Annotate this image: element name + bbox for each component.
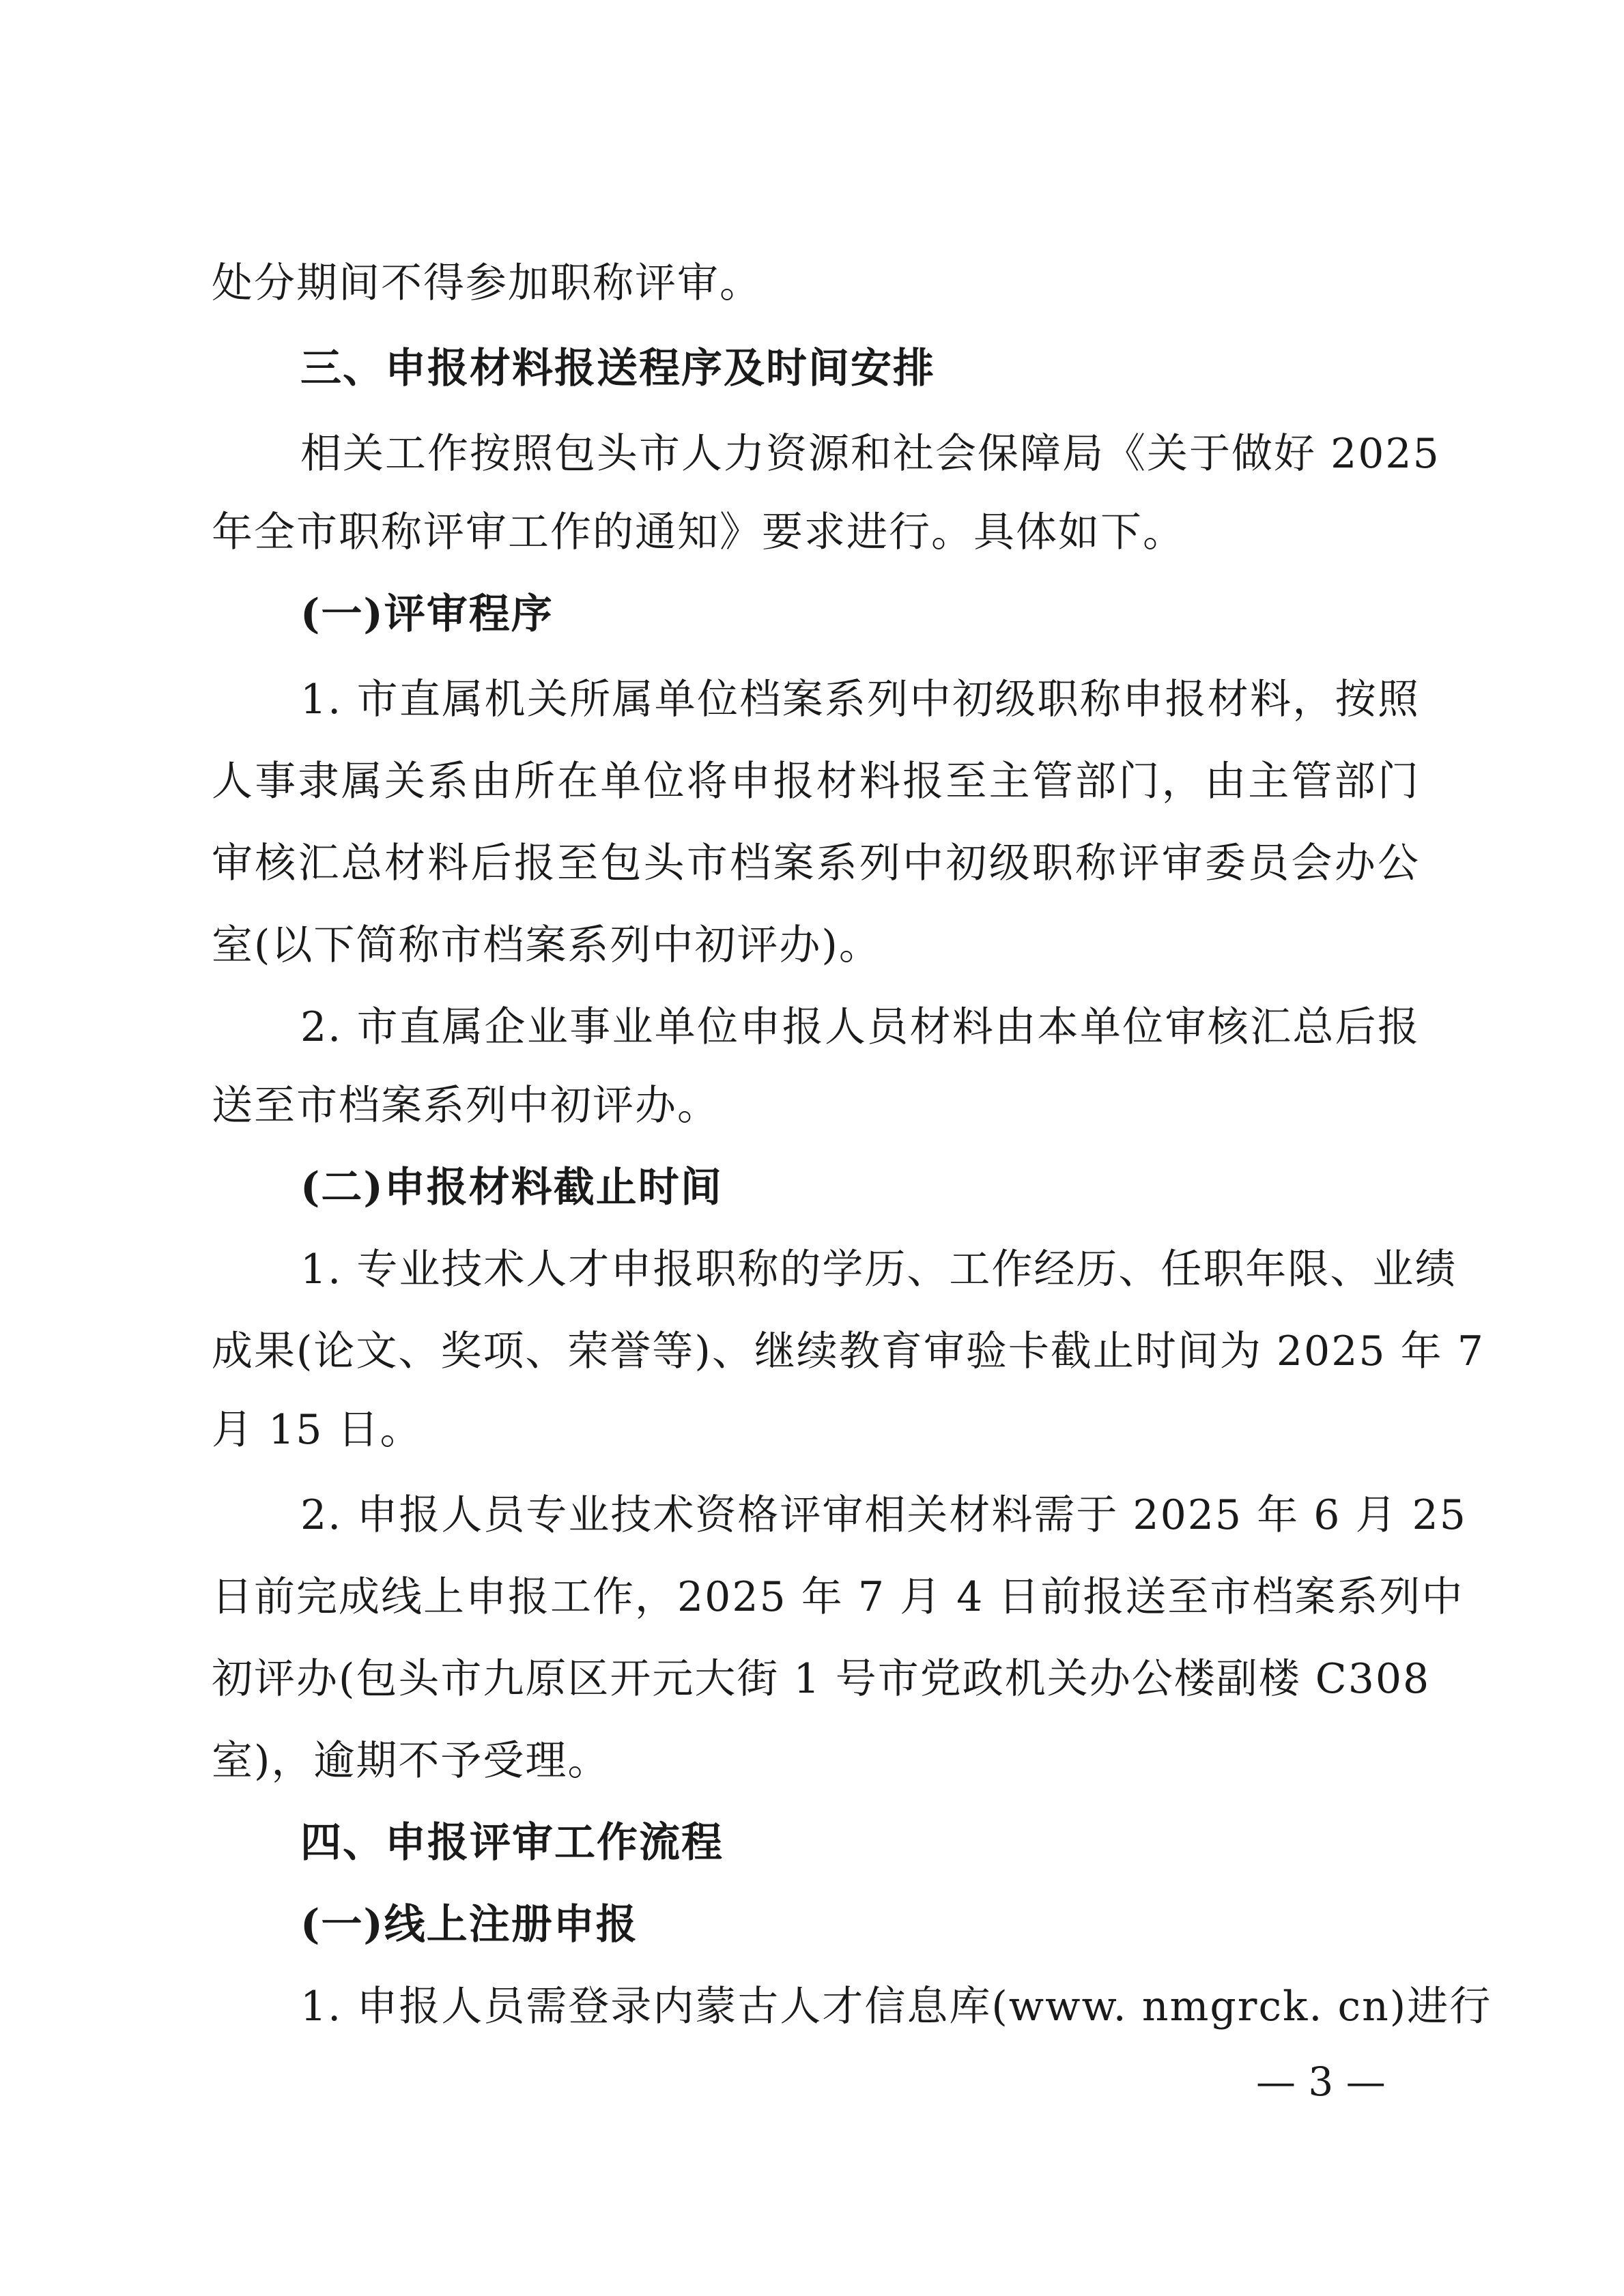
text-line: 室(以下简称市档案系列中初评办)。 — [212, 921, 881, 969]
text-line: 初评办(包头市九原区开元大街 1 号市党政机关办公楼副楼 C308 — [212, 1655, 1431, 1703]
text-line: 处分期间不得参加职称评审。 — [212, 259, 762, 307]
text-line: 2. 申报人员专业技术资格评审相关材料需于 2025 年 6 月 25 — [300, 1491, 1467, 1539]
text-line: 审核汇总材料后报至包头市档案系列中初级职称评审委员会办公 — [212, 840, 1420, 887]
text-line: 人事隶属关系由所在单位将申报材料报至主管部门，由主管部门 — [212, 758, 1420, 805]
section-heading-3: 三、申报材料报送程序及时间安排 — [300, 345, 935, 392]
section-heading-4: 四、申报评审工作流程 — [300, 1819, 724, 1867]
text-line: 1. 申报人员需登录内蒙古人才信息库(www. nmgrck. cn)进行 — [300, 1983, 1492, 2030]
subsection-heading-online-registration: (一)线上注册申报 — [300, 1901, 638, 1949]
text-line: 年全市职称评审工作的通知》要求进行。具体如下。 — [212, 508, 1185, 556]
text-line: 2. 市直属企业事业单位申报人员材料由本单位审核汇总后报 — [300, 1003, 1420, 1051]
text-line: 送至市档案系列中初评办。 — [212, 1082, 720, 1130]
subsection-heading-deadline: (二)申报材料截止时间 — [300, 1164, 723, 1211]
text-line: 1. 市直属机关所属单位档案系列中初级职称申报材料，按照 — [300, 676, 1420, 723]
text-line: 相关工作按照包头市人力资源和社会保障局《关于做好 2025 — [300, 430, 1440, 478]
text-line: 月 15 日。 — [212, 1406, 423, 1454]
page-number: — 3 — — [1256, 2058, 1386, 2105]
text-line: 室)，逾期不予受理。 — [212, 1737, 610, 1785]
text-line: 1. 专业技术人才申报职称的学历、工作经历、任职年限、业绩 — [300, 1246, 1457, 1293]
text-line: 日前完成线上申报工作，2025 年 7 月 4 日前报送至市档案系列中 — [212, 1573, 1464, 1621]
subsection-heading-review-procedure: (一)评审程序 — [300, 590, 554, 638]
text-line: 成果(论文、奖项、荣誉等)、继续教育审验卡截止时间为 2025 年 7 — [212, 1328, 1485, 1375]
